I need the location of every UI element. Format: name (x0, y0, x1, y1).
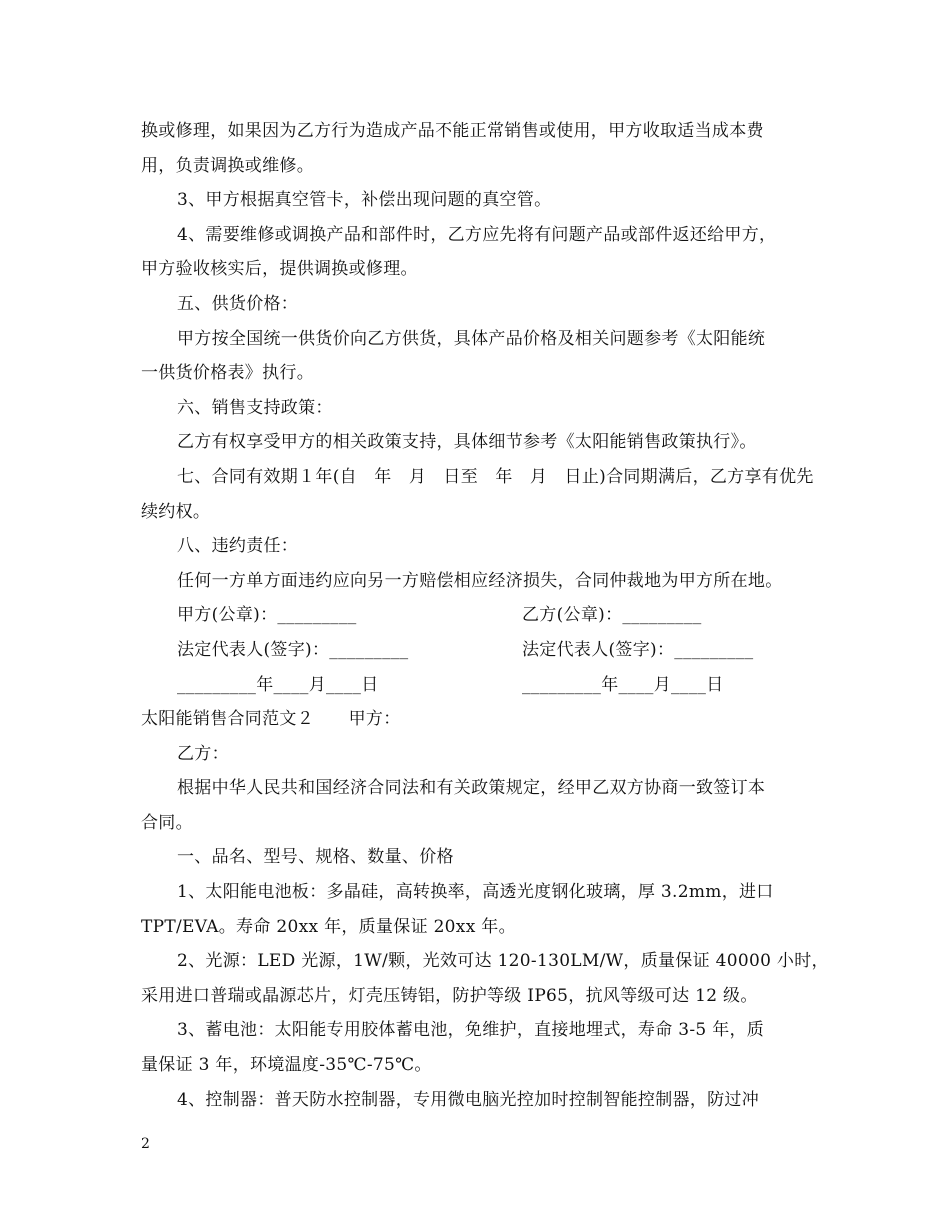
signature-row (141, 598, 821, 633)
text-line: 采用进口普瑞或晶源芯片，灯壳压铸铝，防护等级 IP65，抗风等级可达 12 级。 (141, 985, 758, 1006)
text-line: 甲方按全国统一供货价向乙方供货，具体产品价格及相关问题参考《太阳能统 (177, 328, 766, 349)
text-line: 七、合同有效期１年(自 年 月 日至 年 月 日止)合同期满后，乙方享有优先 (177, 466, 814, 487)
text-line: 2、光源：LED 光源，1W/颗，光效可达 120-130LM/W，质量保证 40000 小时， (177, 951, 829, 972)
signature-party-b: _________年____月____日 (522, 674, 724, 695)
text-line: 乙方有权享受甲方的相关政策支持，具体细节参考《太阳能销售政策执行》。 (177, 432, 757, 453)
signature-row (141, 668, 821, 703)
text-line: 八、违约责任： (177, 536, 299, 557)
text-line: 乙方： (177, 743, 229, 764)
text-line: 3、蓄电池：太阳能专用胶体蓄电池，免维护，直接地埋式，寿命 3-5 年，质 (177, 1020, 765, 1041)
text-line: 六、销售支持政策： (177, 397, 333, 418)
signature-row (141, 633, 821, 668)
text-line: 4、控制器：普天防水控制器，专用微电脑光控加时控制智能控制器，防过冲 (177, 1089, 760, 1110)
signature-party-b: 乙方(公章)：_________ (522, 605, 702, 626)
page-number: 2 (141, 1136, 150, 1152)
signature-block (141, 598, 821, 702)
contract-sample-2-block (141, 702, 829, 1117)
text-line: 甲方验收核实后，提供调换或修理。 (141, 259, 418, 280)
signature-party-a: 法定代表人(签字)：_________ (177, 639, 409, 660)
text-line: 合同。 (141, 812, 193, 833)
text-line: 一供货价格表》执行。 (141, 363, 314, 384)
text-line: 1、太阳能电池板：多晶硅，高转换率，高透光度钢化玻璃，厚 3.2mm，进口 (177, 882, 774, 903)
text-line: 任何一方单方面违约应向另一方赔偿相应经济损失，合同仲裁地为甲方所在地。 (177, 570, 783, 591)
text-line: 量保证 3 年，环境温度-35℃-75℃。 (141, 1055, 432, 1076)
contract-text-block (141, 114, 821, 598)
signature-party-a: 甲方(公章)：_________ (177, 605, 357, 626)
text-line: 3、甲方根据真空管卡，补偿出现问题的真空管。 (177, 190, 552, 211)
text-line: 五、供货价格： (177, 293, 299, 314)
text-line: 一、品名、型号、规格、数量、价格 (177, 847, 454, 868)
document-body (141, 114, 829, 1117)
text-line: 根据中华人民共和国经济合同法和有关政策规定，经甲乙双方协商一致签订本 (177, 778, 766, 799)
text-line: 换或修理，如果因为乙方行为造成产品不能正常销售或使用，甲方收取适当成本费 (141, 121, 764, 141)
text-line: TPT/EVA。寿命 20xx 年，质量保证 20xx 年。 (141, 916, 516, 937)
signature-party-a: _________年____月____日 (177, 674, 379, 695)
text-line: 用，负责调换或维修。 (141, 155, 314, 176)
text-line: 4、需要维修或调换产品和部件时，乙方应先将有问题产品或部件返还给甲方， (177, 224, 777, 245)
signature-party-b: 法定代表人(签字)：_________ (522, 639, 754, 660)
text-line: 续约权。 (141, 501, 211, 522)
text-line: 太阳能销售合同范文２ 甲方： (141, 709, 401, 730)
